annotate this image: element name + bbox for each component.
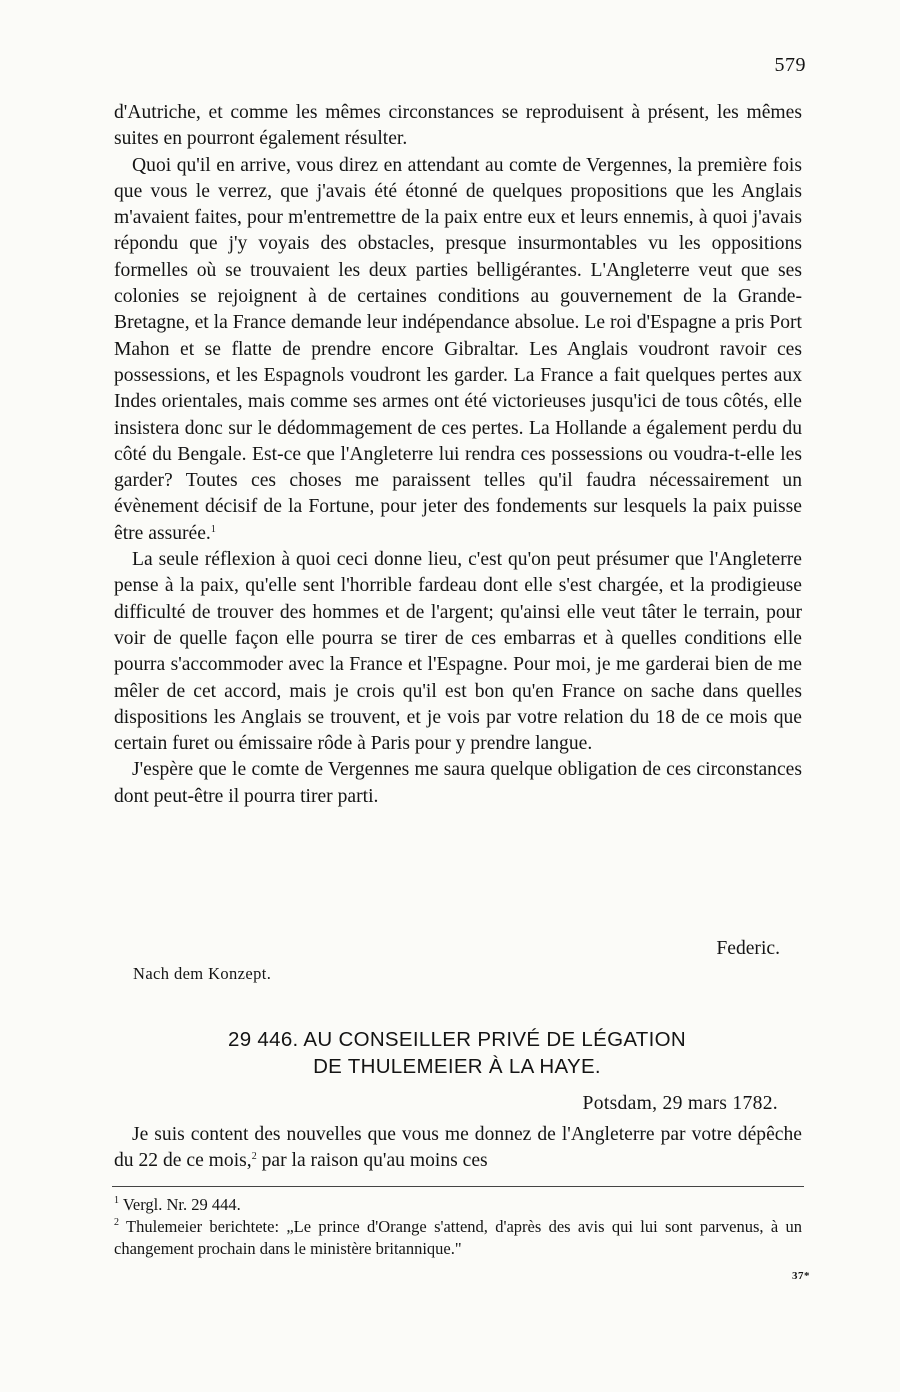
footnote-1-text: Vergl. Nr. 29 444. — [122, 1195, 241, 1214]
letter-body — [114, 100, 802, 810]
footnote-2 — [114, 1216, 802, 1260]
signature-mark: 37* — [792, 1270, 810, 1282]
dateline: Potsdam, 29 mars 1782. — [582, 1093, 778, 1114]
paragraph-3: La seule réflexion à quoi ceci donne lieu, c'est qu'on peut présumer que l'Angleterre pense à la paix, qu'elle sent l'horrible fardeau dont elle s'est chargée, et la prodigieuse difficulté de trouver des hommes et de l'argent; qu'ainsi elle veut tâter le terrain, pour voir de quelle façon elle pourra se tirer de ces embarras et à quelles conditions elle pourra s'accommoder avec la France et l'Espagne. Pour moi, je me garderai bien de me mêler de cet accord, mais je crois qu'il est bon qu'en France on sache dans quelles dispositions les Anglais se trouvent, et je vois par votre relation du 18 de ce mois que certain furet ou émissaire rôde à Paris pour y prendre langue. — [114, 549, 802, 755]
letter-heading-line-1: 29 446. AU CONSEILLER PRIVÉ DE LÉGATION — [228, 1028, 686, 1051]
paragraph-4: J'espère que le comte de Vergennes me saura quelque obligation de ces circonstances dont peut-être il pourra tirer parti. — [114, 759, 802, 807]
letter-heading-line-2: DE THULEMEIER À LA HAYE. — [313, 1055, 601, 1078]
second-letter-text-start: Je suis content des nouvelles que vous me donnez de l'Angleterre par votre dépêche du 22 de ce mois, — [114, 1124, 802, 1172]
paragraph-1: d'Autriche, et comme les mêmes circonstances se reproduisent à présent, les mêmes suites en pourront également résulter. — [114, 102, 802, 150]
source-note: Nach dem Konzept. — [133, 964, 272, 983]
footnote-1-marker: 1 — [114, 1195, 119, 1206]
page-number: 579 — [774, 54, 806, 76]
second-letter-text-end: par la raison qu'au moins ces — [256, 1150, 488, 1172]
second-letter-paragraph — [114, 1122, 802, 1175]
paragraph-2-text: Quoi qu'il en arrive, vous direz en attendant au comte de Vergennes, la première fois que vous le verrez, que j'avais été étonné de quelques propositions que les Anglais m'avaient faites, pour m'entremettre de la paix entre eux et leurs ennemis, à quoi j'avais répondu que j'y voyais des obstacles, presque insurmontables vu les oppositions formelles où se trouvaient les deux parties belligérantes. L'Angleterre veut que ses colonies se rejoignent à de certaines conditions au gouvernement de la Grande-Bretagne, et la France demande leur indépendance absolue. Le roi d'Espagne a pris Port Mahon et se flatte de prendre encore Gibraltar. Les Anglais voudront ravoir ces possessions, et les Espagnols voudront les garder. La France a fait quelques pertes aux Indes orientales, mais comme ses armes ont été victorieuses jusqu'ici de tous côtés, elle insistera donc sur le dédommagement de ces pertes. La Hollande a également perdu du côté du Bengale. Est-ce que l'Angleterre lui rendra ces possessions ou voudra-t-elle les garder? Toutes ces choses me paraissent telles qu'il faudra nécessairement un évènement décisif de la Fortune, pour jeter des fondements sur lesquels la paix puisse être assurée. — [114, 154, 802, 544]
footnotes — [114, 1194, 802, 1260]
paragraph-2 — [114, 153, 802, 547]
second-letter-body — [114, 1122, 802, 1175]
footnote-2-text: Thulemeier berichtete: „Le prince d'Orange s'attend, d'après des avis qui lui sont parvenus, à un changement prochain dans le ministère britannique." — [114, 1217, 802, 1258]
footnote-ref-1: 1 — [210, 523, 216, 535]
footnote-2-marker: 2 — [114, 1217, 119, 1228]
footnote-ref-2: 2 — [251, 1151, 257, 1163]
footnote-divider — [112, 1186, 804, 1187]
letter-heading — [0, 1026, 900, 1080]
footnote-1 — [114, 1194, 802, 1216]
signature: Federic. — [716, 938, 780, 959]
